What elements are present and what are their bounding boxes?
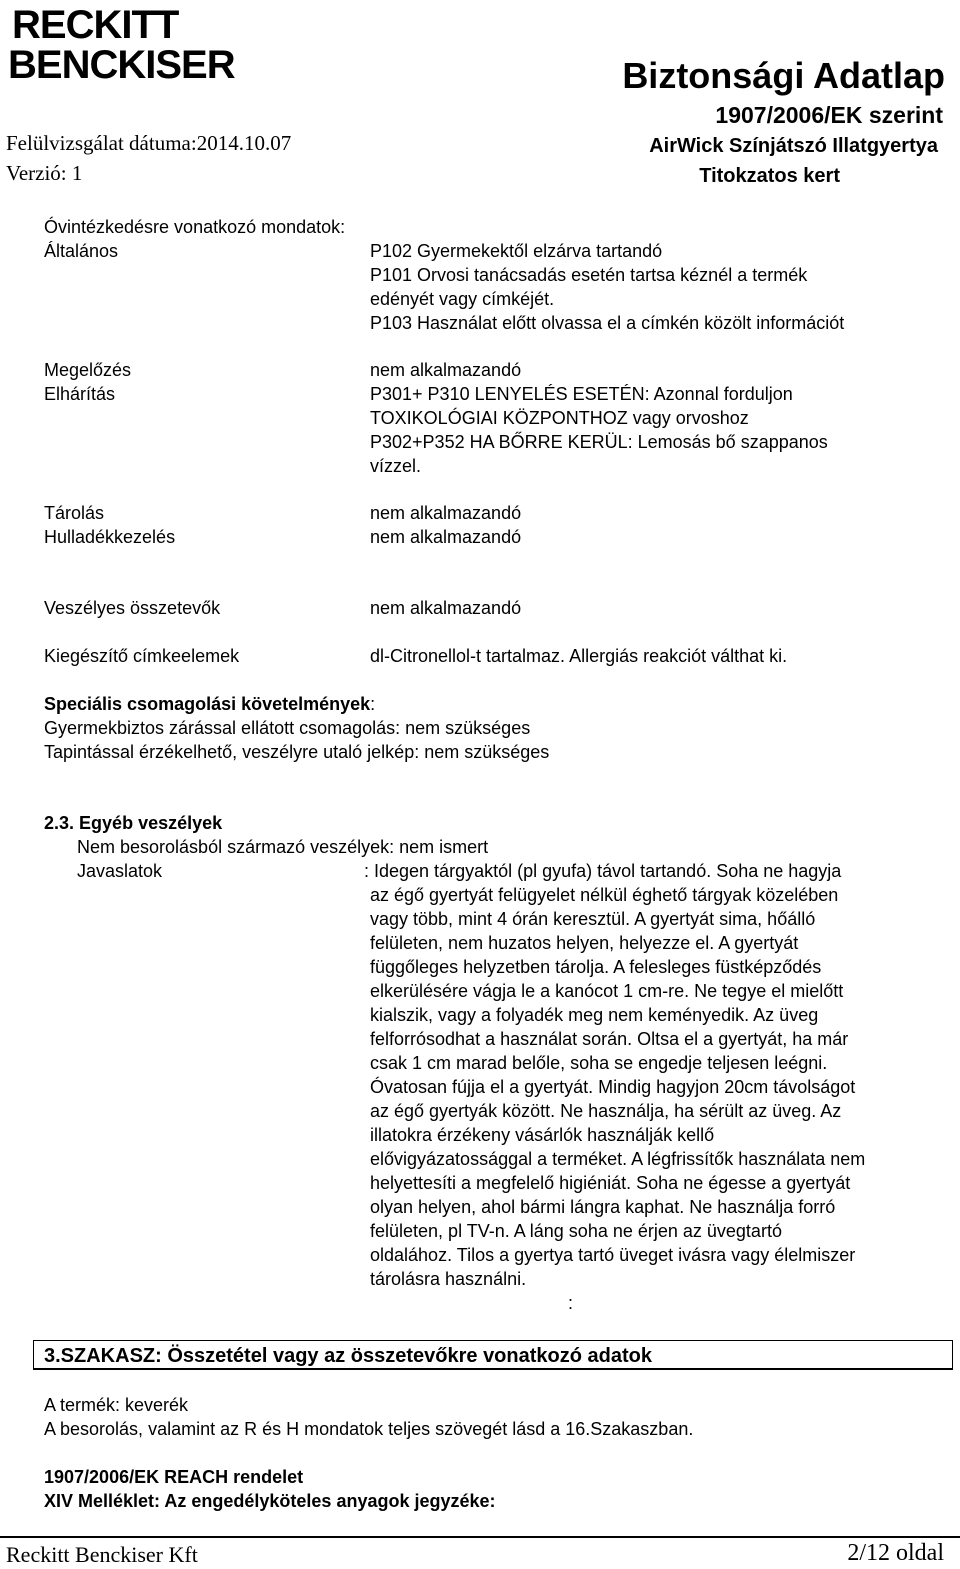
doc-title: Biztonsági Adatlap [622, 55, 945, 96]
response-label: Elhárítás [44, 384, 116, 404]
disposal-value: nem alkalmazandó [370, 527, 522, 547]
other-hazards-heading [44, 811, 222, 835]
packaging-line-1: Gyermekbiztos zárással ellátott csomagolás: nem szükséges [44, 718, 531, 738]
advice-line-18: tárolásra használni. [370, 1269, 527, 1289]
precaution-heading: Óvintézkedésre vonatkozó mondatok: [44, 217, 346, 237]
packaging-heading-row [44, 692, 375, 716]
mixture-line: A termék: keverék [44, 1395, 189, 1415]
general-line-2: P101 Orvosi tanácsadás esetén tartsa kéznél a termék [370, 265, 808, 285]
advice-line-11: az égő gyertyák között. Ne használja, ha sérült az üveg. Az [370, 1101, 842, 1121]
advice-line-9: csak 1 cm marad belőle, soha se engedje teljesen leégni. [370, 1053, 828, 1073]
other-hazards-title: Egyéb veszélyek [79, 813, 223, 833]
packaging-heading-colon: : [370, 694, 376, 714]
packaging-line-2: Tapintással érzékelhető, veszélyre utaló jelkép: nem szükséges [44, 742, 550, 762]
product-variant: Titokzatos kert [699, 165, 840, 187]
unclassified-hazards: Nem besorolásból származó veszélyek: nem ismert [77, 837, 489, 857]
general-line-4: P103 Használat előtt olvassa el a címkén közölt információt [370, 313, 845, 333]
advice-line-4: felületen, nem huzatos helyen, helyezze el. A gyertyát [370, 933, 799, 953]
advice-line-14: helyettesíti a megfelelő higiéniát. Soha ne égesse a gyertyát [370, 1173, 851, 1193]
hazardous-label: Veszélyes összetevők [44, 598, 221, 618]
general-label: Általános [44, 241, 119, 261]
advice-trailing-colon: : [568, 1293, 574, 1313]
response-line-1: P301+ P310 LENYELÉS ESETÉN: Azonnal forduljon [370, 384, 793, 404]
advice-line-17: oldalához. Tilos a gyertya tartó üveget ivásra vagy élelmiszer [370, 1245, 856, 1265]
hazardous-value: nem alkalmazandó [370, 598, 522, 618]
footer-rule [0, 1536, 960, 1538]
product-name: AirWick Színjátszó Illatgyertya [649, 135, 938, 157]
advice-line-5: függőleges helyzetben tárolja. A felesleges füstképződés [370, 957, 822, 977]
response-line-4: vízzel. [370, 456, 422, 476]
disposal-label: Hulladékkezelés [44, 527, 176, 547]
supplementary-label: Kiegészítő címkeelemek [44, 646, 240, 666]
other-hazards-number: 2.3. [44, 813, 75, 833]
prevention-label: Megelőzés [44, 360, 132, 380]
advice-line-16: felületen, pl TV-n. A láng soha ne érjen az üvegtartó [370, 1221, 782, 1241]
annex-xiv: XIV Melléklet: Az engedélyköteles anyagok jegyzéke: [44, 1491, 496, 1511]
general-line-1: P102 Gyermekektől elzárva tartandó [370, 241, 663, 261]
classification-reference: A besorolás, valamint az R és H mondatok teljes szövegét lásd a 16.Szakaszban. [44, 1419, 694, 1439]
advice-line-8: felforrósodhat a használat során. Oltsa el a gyertyát, ha már [370, 1029, 849, 1049]
response-line-3: P302+P352 HA BŐRRE KERÜL: Lemosás bő szappanos [370, 432, 828, 452]
packaging-heading: Speciális csomagolási követelmények [44, 694, 371, 714]
advice-line-3: vagy több, mint 4 órán keresztül. A gyertyát sima, hőálló [370, 909, 816, 929]
advice-label: Javaslatok [77, 861, 163, 881]
advice-line-1: : Idegen tárgyaktól (pl gyufa) távol tartandó. Soha ne hagyja [364, 861, 842, 881]
supplementary-value: dl-Citronellol-t tartalmaz. Allergiás reakciót válthat ki. [370, 646, 788, 666]
advice-line-13: elővigyázatossággal a terméket. A légfrissítők használata nem [370, 1149, 866, 1169]
response-line-2: TOXIKOLÓGIAI KÖZPONTHOZ vagy orvoshoz [370, 408, 749, 428]
regulation: 1907/2006/EK szerint [715, 102, 943, 128]
logo-line2: BENCKISER [8, 43, 235, 87]
footer-page-number: 2/12 oldal [847, 1540, 944, 1566]
advice-line-6: elkerülésére vágja le a kanócot 1 cm-re. Ne tegye el mielőtt [370, 981, 844, 1001]
footer-company: Reckitt Benckiser Kft [6, 1542, 198, 1567]
advice-line-7: kialszik, vagy a folyadék meg nem keményedik. Az üveg [370, 1005, 819, 1025]
storage-value: nem alkalmazandó [370, 503, 522, 523]
advice-line-15: olyan helyen, ahol bármi lángra kaphat. Ne használja forró [370, 1197, 836, 1217]
logo-line1: RECKITT [12, 3, 179, 47]
advice-line-12: illatokra érzékeny vásárlók használják kellő [370, 1125, 715, 1145]
advice-line-2: az égő gyertyát felügyelet nélkül éghető tárgyak közelében [370, 885, 839, 905]
advice-line-10: Óvatosan fújja el a gyertyát. Mindig hagyjon 20cm távolságot [370, 1077, 856, 1097]
storage-label: Tárolás [44, 503, 105, 523]
reach-regulation: 1907/2006/EK REACH rendelet [44, 1467, 304, 1487]
general-line-3: edényét vagy címkéjét. [370, 289, 555, 309]
version: Verzió: 1 [6, 161, 83, 185]
review-date: Felülvizsgálat dátuma:2014.10.07 [6, 131, 292, 155]
section3-title: 3.SZAKASZ: Összetétel vagy az összetevőkre vonatkozó adatok [44, 1345, 652, 1367]
prevention-value: nem alkalmazandó [370, 360, 522, 380]
